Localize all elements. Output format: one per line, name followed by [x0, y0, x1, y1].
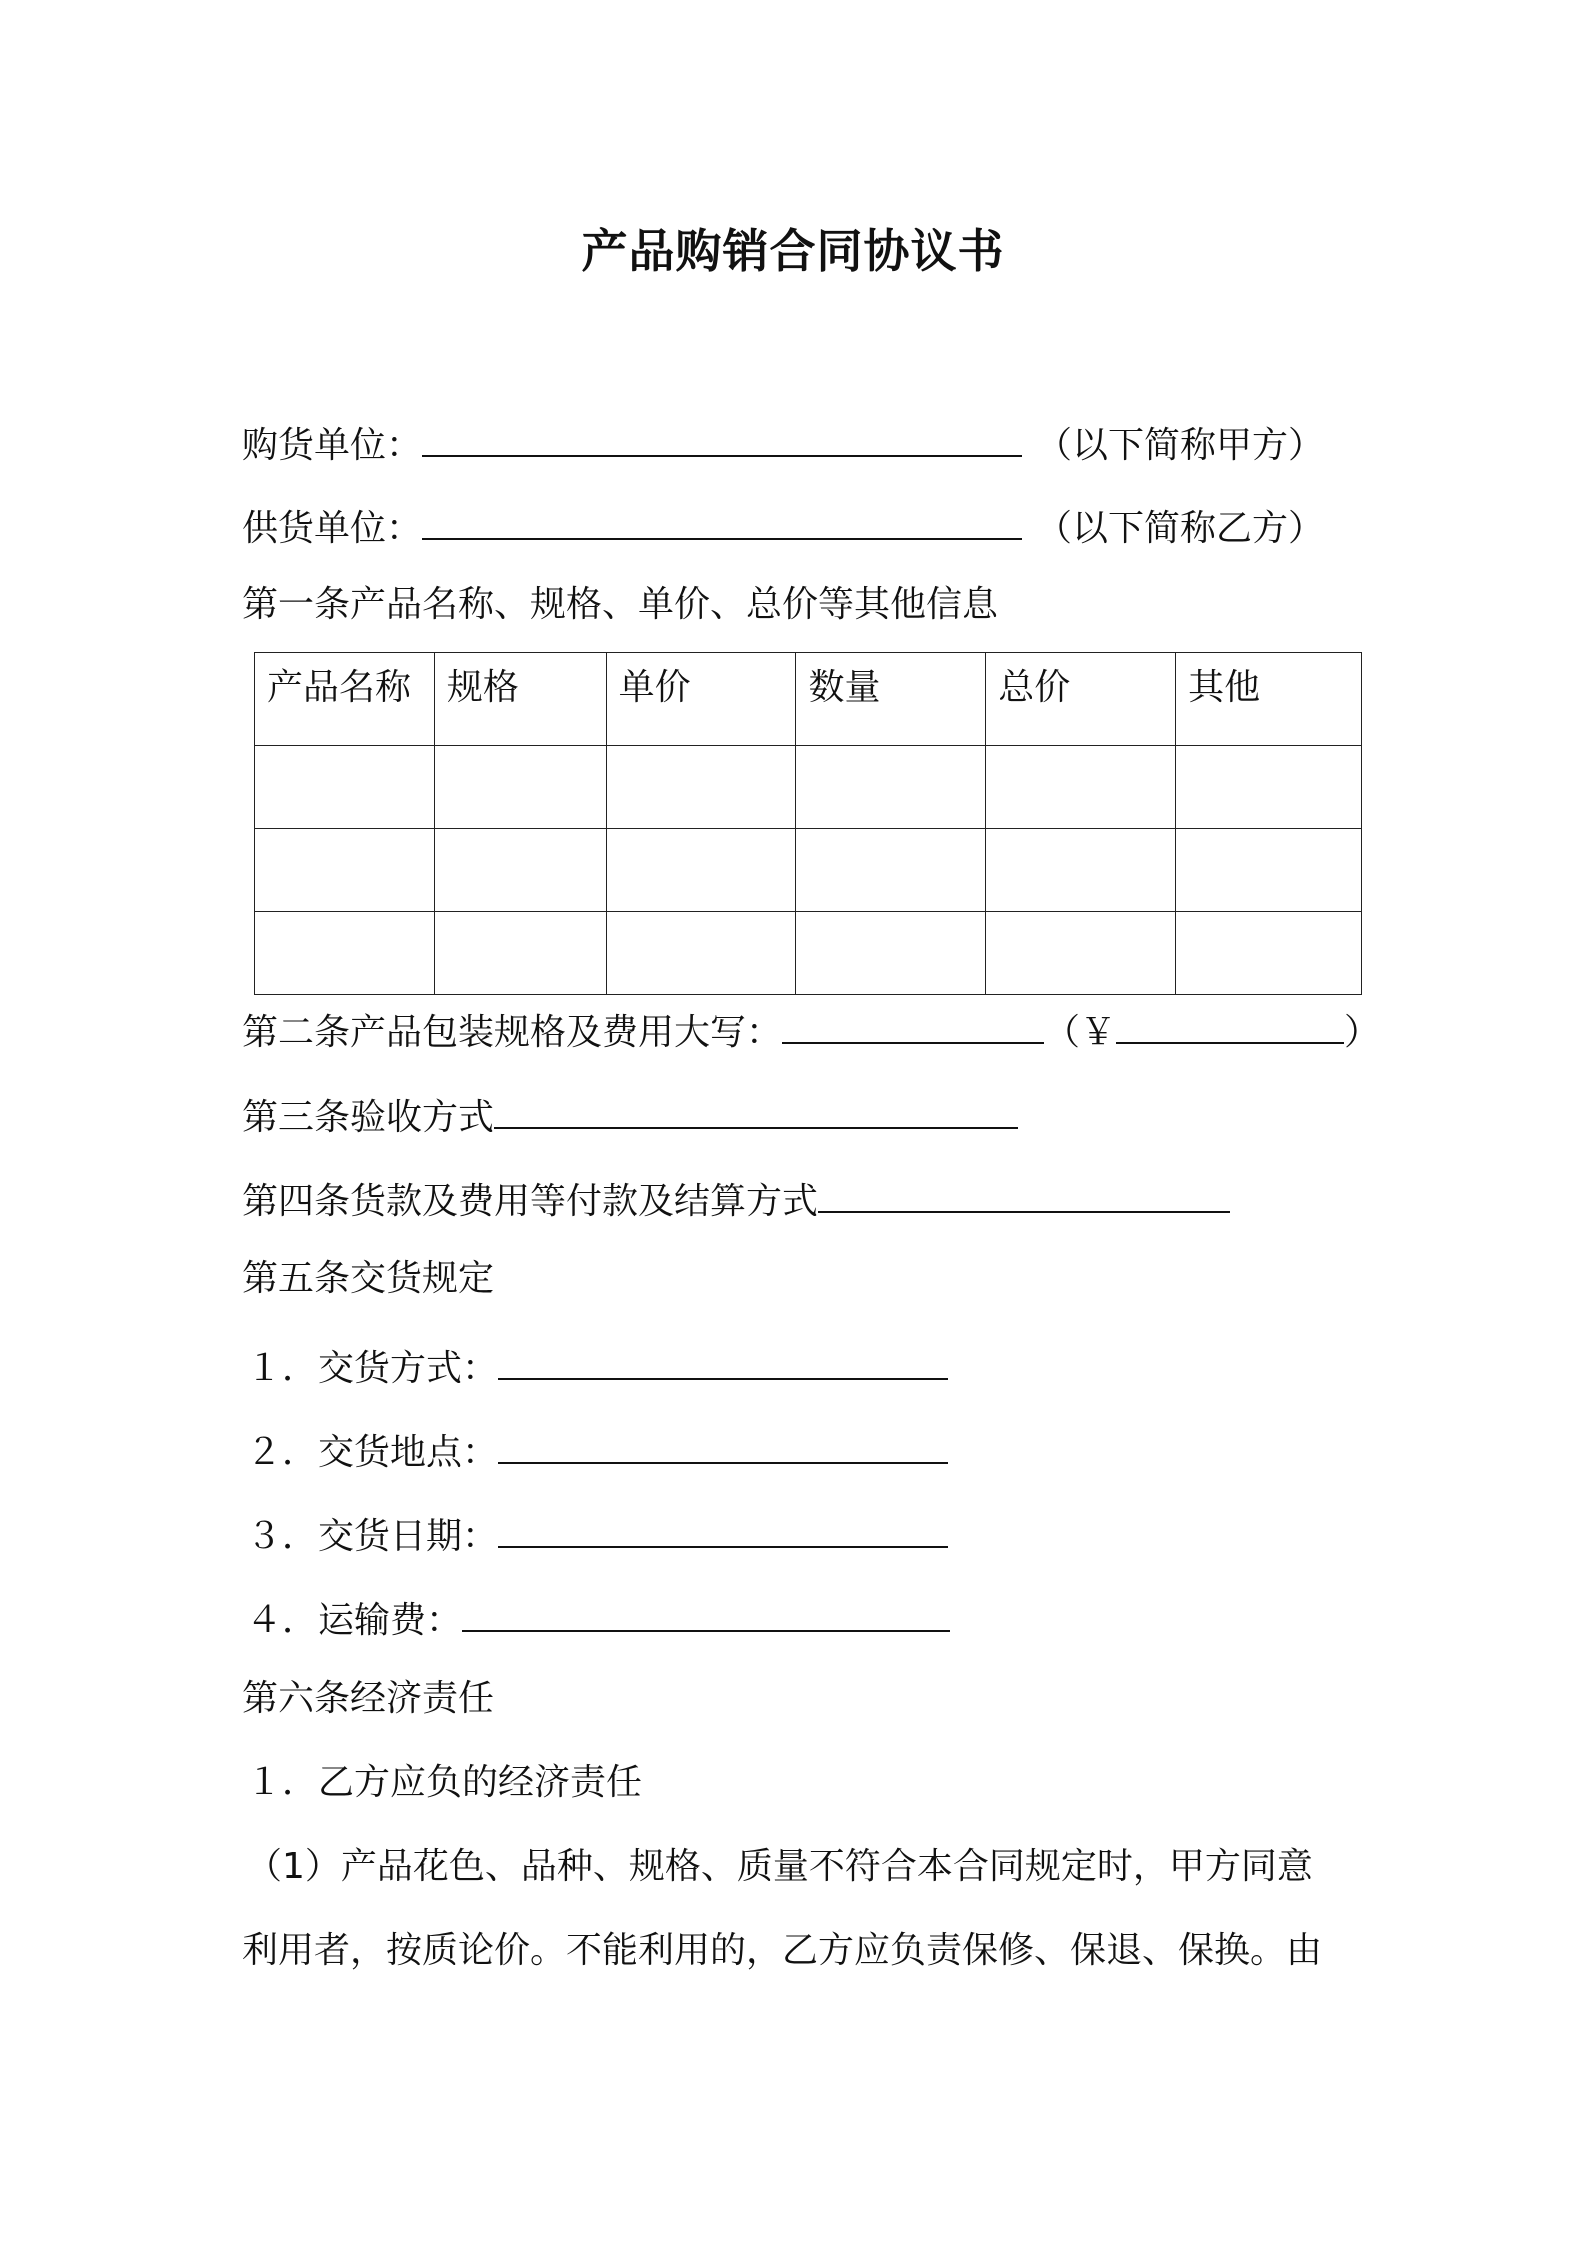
table-header-cell: 单价: [606, 653, 796, 746]
article5-item-3: [246, 1506, 948, 1562]
item-label: 运输费：: [318, 1600, 463, 1641]
table-row: [255, 746, 1362, 829]
supplier-blank[interactable]: [422, 498, 1022, 540]
table-header-cell: 规格: [434, 653, 606, 746]
table-cell[interactable]: [255, 829, 435, 912]
article2-line: [242, 1002, 1380, 1058]
article5-item-2: [246, 1422, 948, 1478]
table-cell[interactable]: [606, 912, 796, 995]
article4-blank[interactable]: [818, 1171, 1230, 1213]
article6-para1-line2: 利用者，按质论价。不能利用的，乙方应负责保修、保退、保换。由: [242, 1930, 1323, 1971]
article5-item-4: [246, 1590, 950, 1646]
delivery-method-blank[interactable]: [498, 1338, 948, 1380]
table-cell[interactable]: [606, 746, 796, 829]
table-cell[interactable]: [796, 829, 986, 912]
supplier-line: [242, 498, 1324, 554]
table-header-cell: 总价: [986, 653, 1176, 746]
item-number: ３．: [246, 1516, 319, 1557]
table-cell[interactable]: [986, 746, 1176, 829]
table-cell[interactable]: [796, 746, 986, 829]
article3-label: 第三条验收方式: [242, 1097, 495, 1138]
article2-label: 第二条产品包装规格及费用大写：: [242, 1012, 783, 1053]
table-cell[interactable]: [606, 829, 796, 912]
table-row: [255, 912, 1362, 995]
table-cell[interactable]: [1176, 829, 1362, 912]
table-cell[interactable]: [1176, 912, 1362, 995]
article5-item-1: [246, 1338, 948, 1394]
article5-heading: 第五条交货规定: [242, 1258, 495, 1299]
table-cell[interactable]: [434, 829, 606, 912]
article2-amount-number-blank[interactable]: [1116, 1002, 1344, 1044]
article6-para1-line1: （1）产品花色、品种、规格、质量不符合本合同规定时，甲方同意: [246, 1846, 1313, 1887]
article2-paren-open: （￥: [1044, 1012, 1117, 1053]
buyer-label: 购货单位：: [242, 425, 423, 466]
article2-amount-words-blank[interactable]: [782, 1002, 1044, 1044]
table-cell[interactable]: [1176, 746, 1362, 829]
table-cell[interactable]: [986, 829, 1176, 912]
table-header-row: [255, 653, 1362, 746]
delivery-date-blank[interactable]: [498, 1506, 948, 1548]
article3-line: [242, 1087, 1018, 1143]
document-title: 产品购销合同协议书: [581, 224, 1005, 278]
article6-heading: 第六条经济责任: [242, 1678, 495, 1719]
buyer-line: [242, 415, 1324, 471]
article4-line: [242, 1171, 1230, 1227]
table-header-cell: 其他: [1176, 653, 1362, 746]
buyer-suffix: （以下简称甲方）: [1036, 425, 1325, 466]
article1-heading: 第一条产品名称、规格、单价、总价等其他信息: [242, 584, 999, 625]
item-number: ２．: [246, 1432, 319, 1473]
article6-sub1: １．乙方应负的经济责任: [246, 1762, 643, 1803]
delivery-location-blank[interactable]: [498, 1422, 948, 1464]
item-number: ４．: [246, 1600, 319, 1641]
article3-blank[interactable]: [494, 1087, 1018, 1129]
freight-cost-blank[interactable]: [462, 1590, 950, 1632]
item-number: １．: [246, 1348, 319, 1389]
article2-paren-close: ）: [1344, 1012, 1381, 1053]
table-header-cell: 数量: [796, 653, 986, 746]
table-cell[interactable]: [796, 912, 986, 995]
item-label: 交货方式：: [318, 1348, 499, 1389]
article4-label: 第四条货款及费用等付款及结算方式: [242, 1181, 819, 1222]
supplier-suffix: （以下简称乙方）: [1036, 508, 1325, 549]
table-cell[interactable]: [255, 746, 435, 829]
table-cell[interactable]: [434, 912, 606, 995]
item-label: 交货地点：: [318, 1432, 499, 1473]
table-header-cell: 产品名称: [255, 653, 435, 746]
table-cell[interactable]: [986, 912, 1176, 995]
buyer-blank[interactable]: [422, 415, 1022, 457]
supplier-label: 供货单位：: [242, 508, 423, 549]
table-cell[interactable]: [255, 912, 435, 995]
table-row: [255, 829, 1362, 912]
table-cell[interactable]: [434, 746, 606, 829]
product-info-table: [254, 652, 1362, 995]
item-label: 交货日期：: [318, 1516, 499, 1557]
